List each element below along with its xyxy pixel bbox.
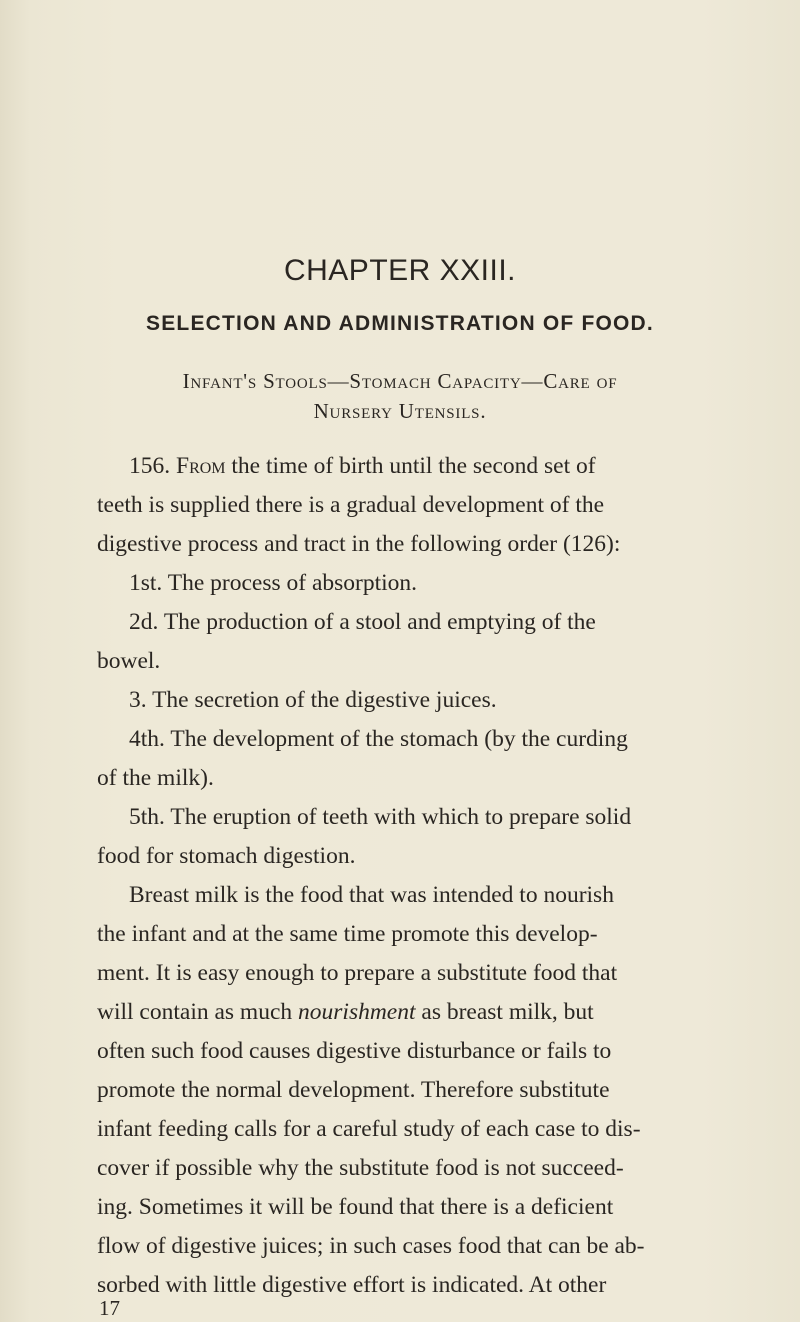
paragraph-156-line-2: teeth is supplied there is a gradual development of the [97, 492, 605, 518]
paragraph-156-line-1 [129, 451, 596, 481]
paragraph-lead-word: From [176, 453, 226, 479]
subtitle-line-2: Nursery Utensils. [313, 399, 487, 423]
list-item-3: 3. The secretion of the digestive juices. [129, 687, 497, 713]
list-item-1: 1st. The process of absorption. [129, 570, 418, 596]
breast-milk-line-11: sorbed with little digestive effort is indicated. At other [97, 1272, 607, 1298]
breast-milk-line-3: ment. It is easy enough to prepare a substitute food that [97, 960, 618, 986]
breast-milk-line-5: often such food causes digestive disturbance or fails to [97, 1038, 612, 1064]
paragraph-number: 156. [129, 453, 171, 479]
breast-milk-line-7: infant feeding calls for a careful study of each case to dis- [97, 1116, 641, 1142]
chapter-heading: CHAPTER XXIII. [283, 254, 517, 287]
line-text: as breast milk, but [421, 999, 594, 1025]
breast-milk-line-2: the infant and at the same time promote this develop- [97, 921, 598, 947]
paragraph-text: the time of birth until the second set of [231, 453, 596, 479]
list-item-4-line-2: of the milk). [97, 765, 214, 791]
italic-word: nourishment [298, 999, 416, 1025]
list-item-5-line-2: food for stomach digestion. [97, 843, 356, 869]
breast-milk-line-8: cover if possible why the substitute food is not succeed- [97, 1155, 624, 1181]
page-number: 17 [99, 1296, 120, 1320]
breast-milk-line-9: ing. Sometimes it will be found that there is a deficient [97, 1194, 614, 1220]
list-item-5-line-1: 5th. The eruption of teeth with which to prepare solid [129, 804, 632, 830]
line-text: will contain as much [97, 999, 293, 1025]
section-heading: SELECTION AND ADMINISTRATION OF FOOD. [146, 312, 654, 335]
list-item-2-line-2: bowel. [97, 648, 161, 674]
breast-milk-line-10: flow of digestive juices; in such cases food that can be ab- [97, 1233, 645, 1259]
breast-milk-line-4 [97, 997, 594, 1027]
paragraph-156-line-3: digestive process and tract in the following order (126): [97, 531, 621, 557]
breast-milk-line-1: Breast milk is the food that was intended to nourish [129, 882, 614, 908]
subtitle-line-1: Infant's Stools—Stomach Capacity—Care of [182, 369, 618, 393]
list-item-2-line-1: 2d. The production of a stool and emptying of the [129, 609, 596, 635]
breast-milk-line-6: promote the normal development. Therefore substitute [97, 1077, 610, 1103]
list-item-4-line-1: 4th. The development of the stomach (by the curding [129, 726, 628, 752]
